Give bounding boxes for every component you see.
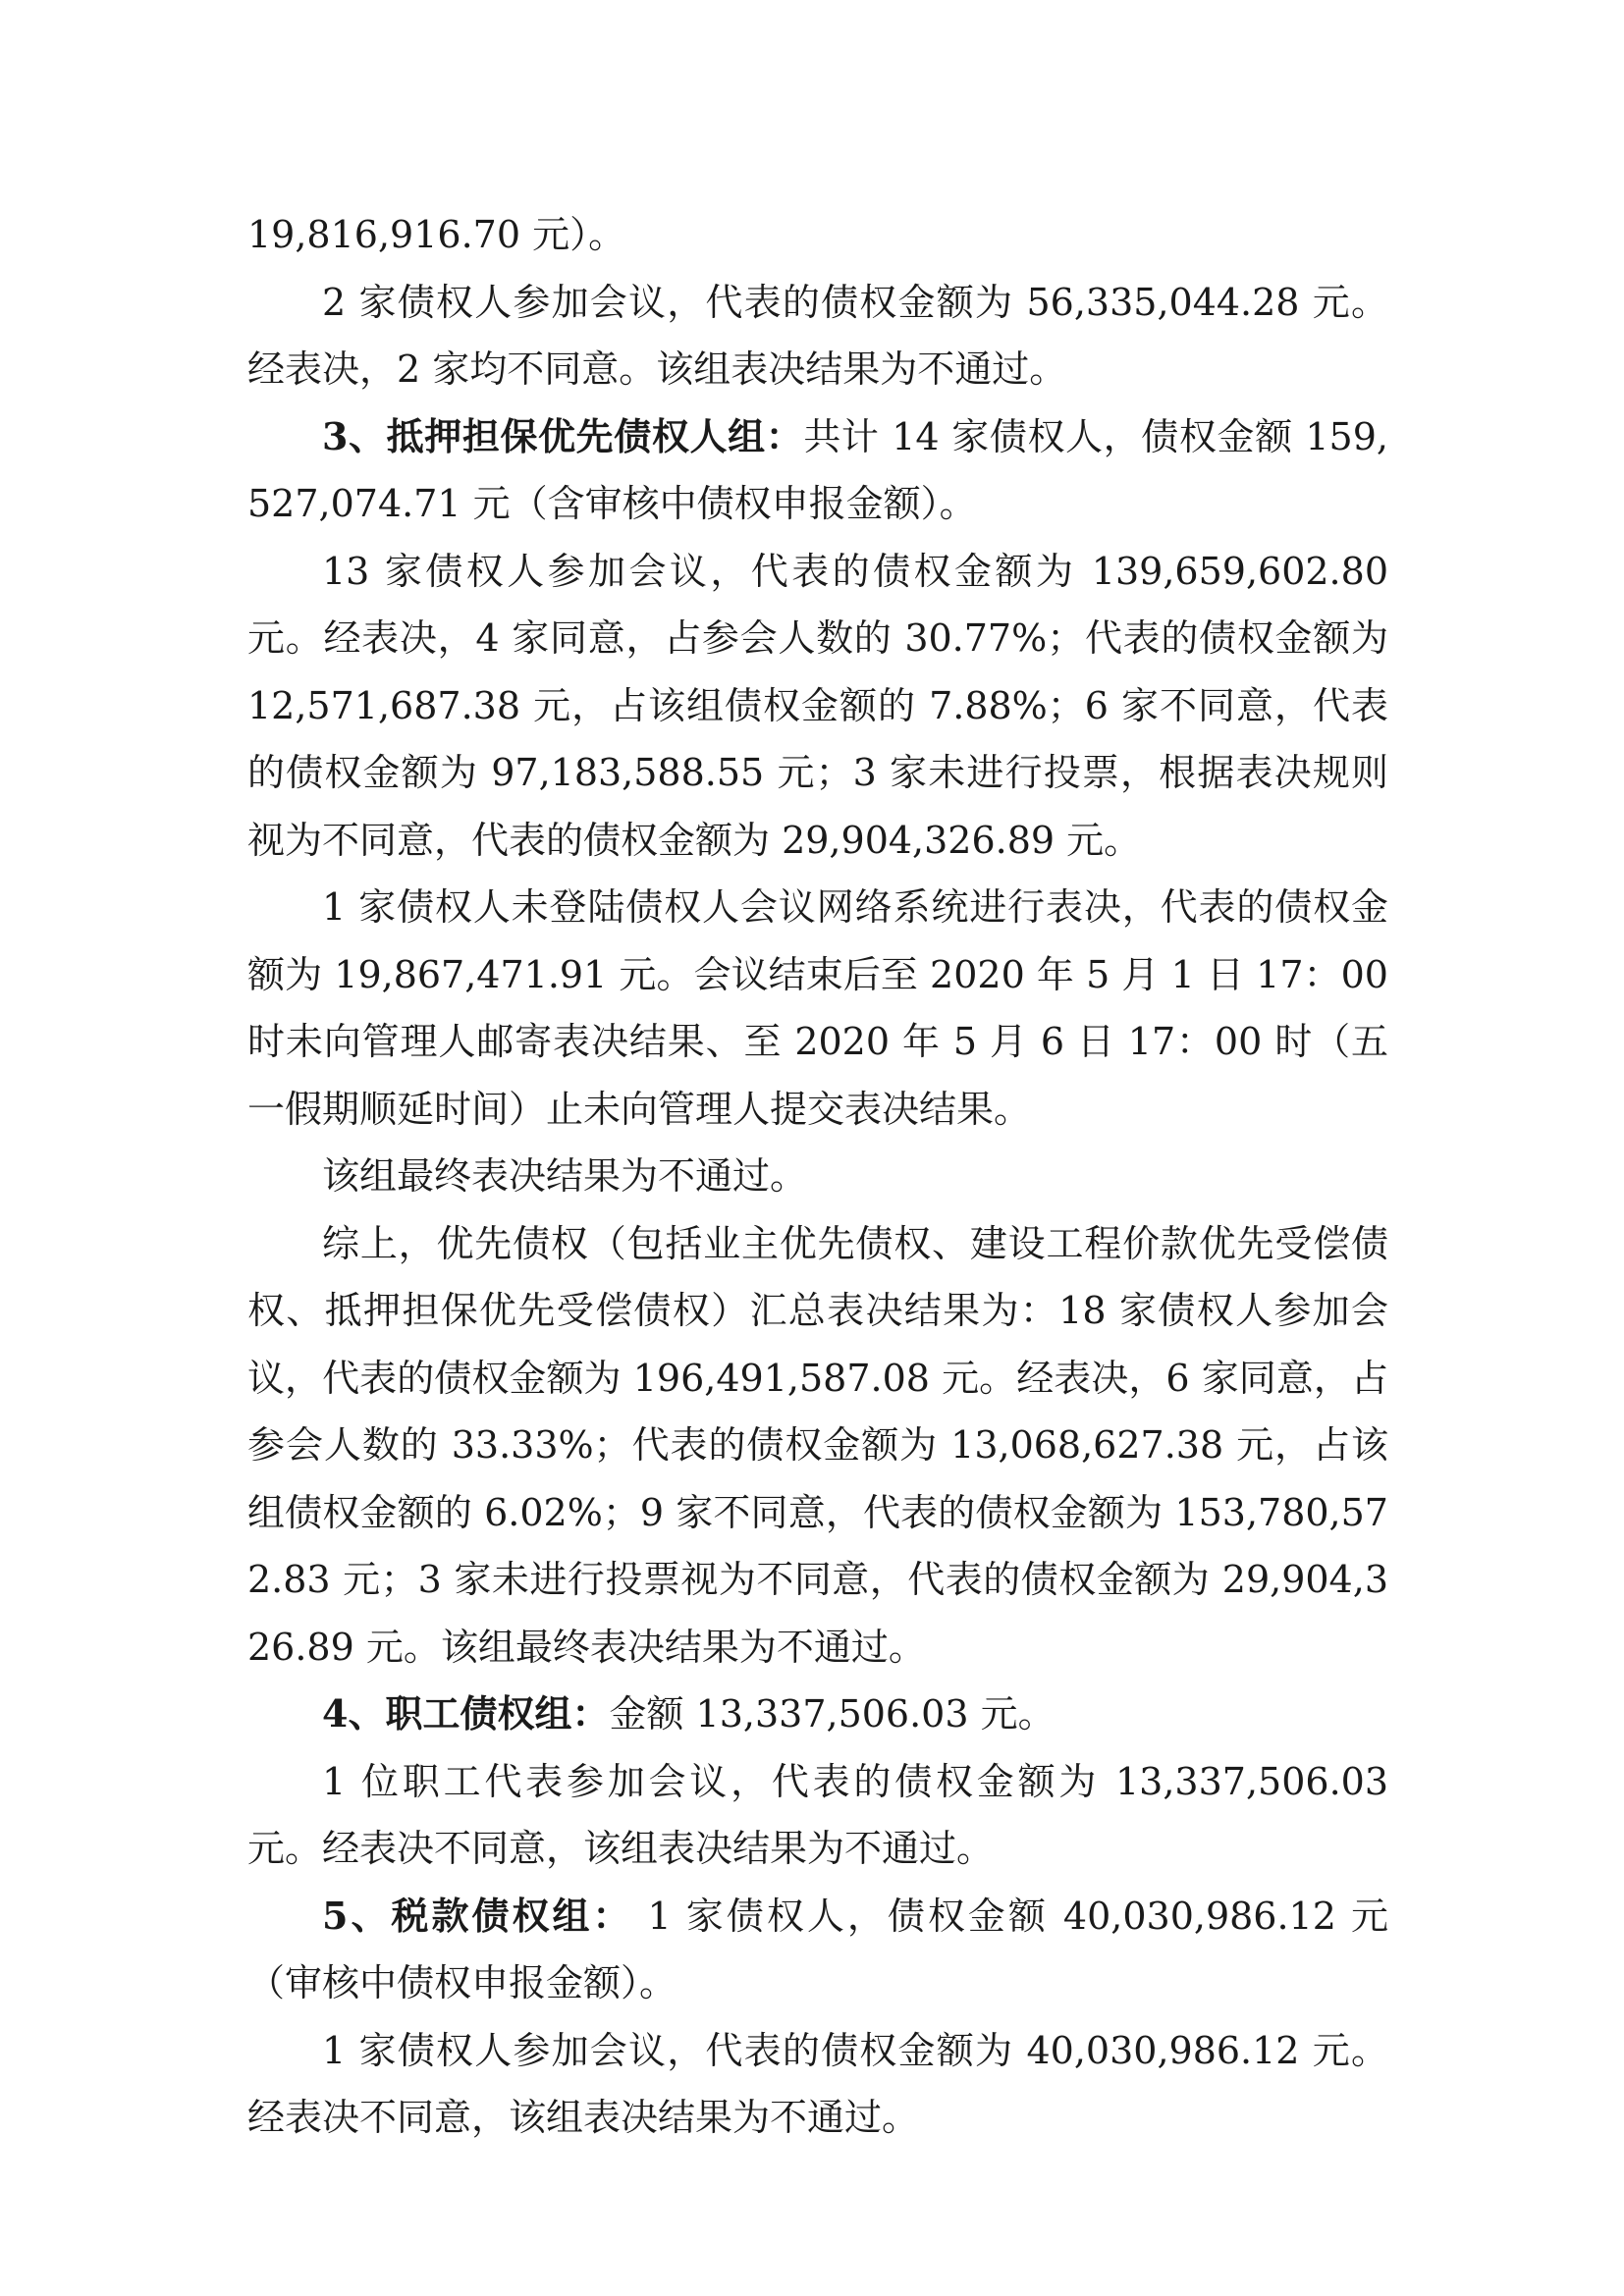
paragraph-mortgage-vote: 13 家债权人参加会议，代表的债权金额为 139,659,602.80 元。经表决，4 家同意，占参会人数的 30.77%；代表的债权金额为 12,571,687.38 元，占该组债权金额的 7.88%；6 家不同意，代表的债权金额为 97,183,588.55 元；3 家未进行投票，根据表决规则视为不同意，代表的债权金额为 29,904,326.89 元。 xyxy=(247,549,1388,862)
section-heading-mortgage: 3、抵押担保优先债权人组： xyxy=(322,413,804,458)
paragraph-group2-result: 2 家债权人参加会议，代表的债权金额为 56,335,044.28 元。经表决，2 家均不同意。该组表决结果为不通过。 xyxy=(247,280,1388,391)
paragraph-priority-summary: 综上，优先债权（包括业主优先债权、建设工程价款优先受偿债权、抵押担保优先受偿债权）汇总表决结果为：18 家债权人参加会议，代表的债权金额为 196,491,587.08 元。经表决，6 家同意，占参会人数的 33.33%；代表的债权金额为 13,068,627.38 元，占该组债权金额的 6.02%；9 家不同意，代表的债权金额为 153,780,572.83 元；3 家未进行投票视为不同意，代表的债权金额为 29,904,326.89 元。该组最终表决结果为不通过。 xyxy=(247,1221,1388,1669)
paragraph-mortgage-absent: 1 家债权人未登陆债权人会议网络系统进行表决，代表的债权金额为 19,867,471.91 元。会议结束后至 2020 年 5 月 1 日 17：00 时未向管理人邮寄表决结果、至 2020 年 5 月 6 日 17：00 时（五一假期顺延时间）止未向管理人提交表决结果。 xyxy=(247,885,1388,1131)
paragraph-tax-vote: 1 家债权人参加会议，代表的债权金额为 40,030,986.12 元。经表决不同意，该组表决结果为不通过。 xyxy=(247,2028,1388,2139)
paragraph-mortgage-group xyxy=(247,403,1388,538)
paragraph-employee-group xyxy=(247,1681,1388,1748)
paragraph-tax-group xyxy=(247,1883,1388,2017)
paragraph-text: 金额 13,337,506.03 元。 xyxy=(609,1692,1056,1735)
paragraph-text: 1 家债权人，债权金额 40,030,986.12 元（审核中债权申报金额）。 xyxy=(247,1894,1388,2004)
paragraph-continuation: 19,816,916.70 元）。 xyxy=(247,213,626,256)
section-heading-employee: 4、职工债权组： xyxy=(322,1691,610,1735)
paragraph-mortgage-final: 该组最终表决结果为不通过。 xyxy=(322,1154,808,1198)
section-heading-tax: 5、税款债权组： xyxy=(322,1893,633,1938)
paragraph-text: 共计 14 家债权人，债权金额 159,527,074.71 元（含审核中债权申报金额）。 xyxy=(247,414,1388,525)
paragraph-employee-vote: 1 位职工代表参加会议，代表的债权金额为 13,337,506.03 元。经表决不同意，该组表决结果为不通过。 xyxy=(247,1759,1388,1870)
